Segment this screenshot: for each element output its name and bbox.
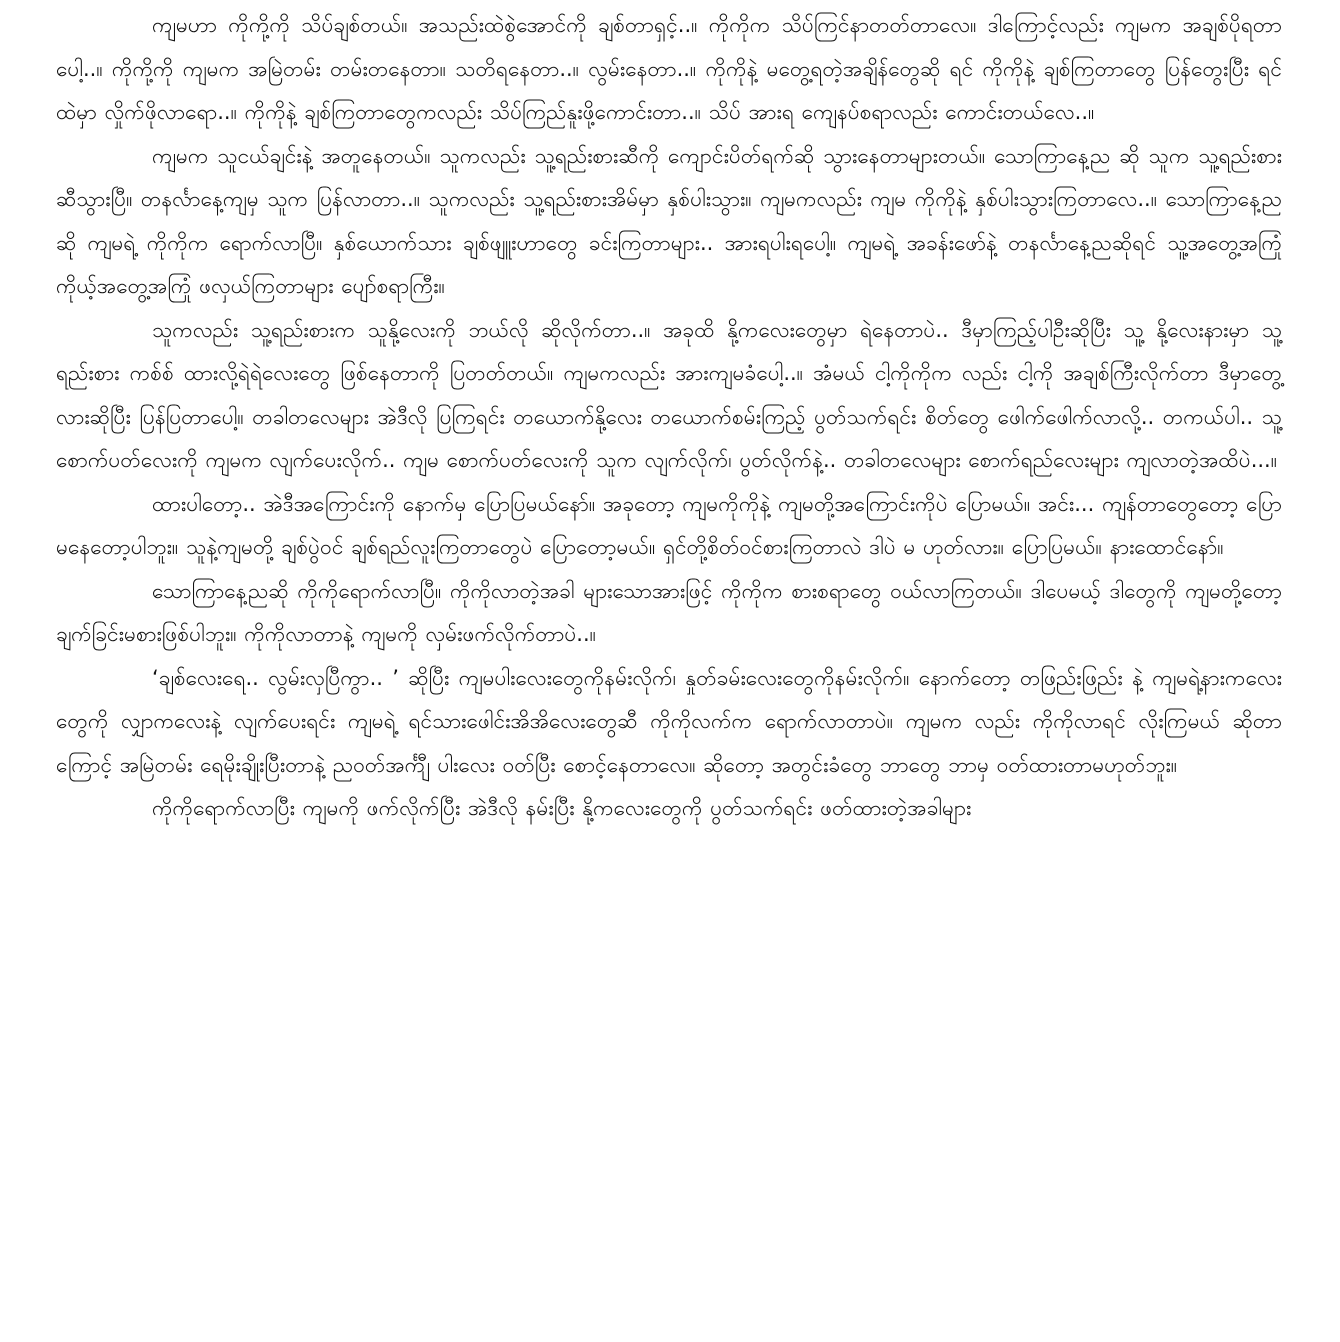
paragraph-6: ‘ချစ်လေးရေ.. လွမ်းလှပြီကွာ.. ’ ဆိုပြီး ကျမပါးလေးတွေကိုနမ်းလိုက်၊ နှုတ်ခမ်းလေးတွေကိုနမ်းလိုက်။ နောက်တော့ တဖြည်းဖြည်း နဲ့ ကျမရဲ့နားကလေးတွေကို လျှာကလေးနဲ့ လျက်ပေးရင်း ကျမရဲ့ ရင်သားဖေါင်းအိအိလေးတွေဆီ ကိုကိုလက်က ရောက်လာတာပဲ။ ကျမက လည်း ကိုကိုလာရင် လိုးကြမယ် ဆိုတာကြောင့် အမြဲတမ်း ရေမိုးချိုးပြီးတာနဲ့ ညဝတ်အင်္ကျီ ပါးလေး ဝတ်ပြီး စောင့်နေတာလေ။ ဆိုတော့ အတွင်းခံတွေ ဘာတွေ ဘာမှ ဝတ်ထားတာမဟုတ်ဘူး။ [56,665,1282,777]
paragraph-5: သောကြာနေ့ညဆို ကိုကိုရောက်လာပြီ။ ကိုကိုလာတဲ့အခါ များသောအားဖြင့် ကိုကိုက စားစရာတွေ ဝယ်လာကြတယ်။ ဒါပေမယ့် ဒါတွေကို ကျမတို့တော့ ချက်ခြင်းမစားဖြစ်ပါဘူး။ ကိုကိုလာတာနဲ့ ကျမကို လှမ်းဖက်လိုက်တာပဲ..။ [56,578,1282,646]
paragraph-2: ကျမက သူငယ်ချင်းနဲ့ အတူနေတယ်။ သူကလည်း သူ့ရည်းစားဆီကို ကျောင်းပိတ်ရက်ဆို သွားနေတာများတယ်။ သောကြာနေ့ည ဆို သူက သူ့ရည်းစားဆီသွားပြီ။ တနင်္လာနေ့ကျမှ သူက ပြန်လာတာ..။ သူကလည်း သူ့ရည်းစားအိမ်မှာ နှစ်ပါးသွား။ ကျမကလည်း ကျမ ကိုကိုနဲ့ နှစ်ပါးသွားကြတာလေ..။ သောကြာနေ့ညဆို ကျမရဲ့ ကိုကိုက ရောက်လာပြီ။ နှစ်ယောက်သား ချစ်ဖျူးဟာတွေ ခင်းကြတာများ.. အားရပါးရပေါ့။ ကျမရဲ့ အခန်းဖော်နဲ့ တနင်္လာနေ့ညဆိုရင် သူ့အတွေ့အကြုံ ကိုယ့်အတွေ့အကြုံ ဖလှယ်ကြတာများ ပျော်စရာကြီး။ [56,143,1282,298]
paragraph-4: ထားပါတော့.. အဲဒီအကြောင်းကို နောက်မှ ပြောပြမယ်နော်။ အခုတော့ ကျမကိုကိုနဲ့ ကျမတို့အကြောင်းကိုပဲ ပြောမယ်။ အင်း... ကျန်တာတွေတော့ ပြောမနေတော့ပါဘူး။ သူနဲ့ကျမတို့ ချစ်ပွဲဝင် ချစ်ရည်လူးကြတာတွေပဲ ပြောတော့မယ်။ ရှင်တို့စိတ်ဝင်စားကြတာလဲ ဒါပဲ မ ဟုတ်လား။ ပြောပြမယ်။ နားထောင်နော်။ [56,491,1282,559]
paragraph-1: ကျမဟာ ကိုကို့ကို သိပ်ချစ်တယ်။ အသည်းထဲစွဲအောင်ကို ချစ်တာရှင့်..။ ကိုကိုက သိပ်ကြင်နာတတ်တာလေ။ ဒါကြောင့်လည်း ကျမက အချစ်ပိုရတာပေါ့..။ ကိုကို့ကို ကျမက အမြဲတမ်း တမ်းတနေတာ။ သတိရနေတာ..။ လွမ်းနေတာ..။ ကိုကိုနဲ့ မတွေ့ရတဲ့အချိန်တွေဆို ရင် ကိုကိုနဲ့ ချစ်ကြတာတွေ ပြန်တွေးပြီး ရင်ထဲမှာ လှိုက်ဖိုလာရော..။ ကိုကိုနဲ့ ချစ်ကြတာတွေကလည်း သိပ်ကြည်နူးဖို့ကောင်းတာ..။ သိပ် အားရ ကျေနပ်စရာလည်း ကောင်းတယ်လေ..။ [56,13,1282,124]
story-text [56,4,1282,831]
paragraph-7: ကိုကိုရောက်လာပြီး ကျမကို ဖက်လိုက်ပြီး အဲဒီလို နမ်းပြီး နို့ကလေးတွေကို ပွတ်သက်ရင်း ဖတ်ထားတဲ့အခါများ [152,796,972,820]
paragraph-3: သူကလည်း သူ့ရည်းစားက သူနို့လေးကို ဘယ်လို ဆိုလိုက်တာ..။ အခုထိ နို့ကလေးတွေမှာ ရဲနေတာပဲ.. ဒီမှာကြည့်ပါဦးဆိုပြီး သူ့ နို့လေးနားမှာ သူ့ရည်းစား ကစ်စ် ထားလို့ရဲရဲလေးတွေ ဖြစ်နေတာကို ပြတတ်တယ်။ ကျမကလည်း အားကျမခံပေါ့..။ အံမယ် ငါ့ကိုကိုက လည်း ငါ့ကို အချစ်ကြီးလိုက်တာ ဒီမှာတွေ့လားဆိုပြီး ပြန်ပြတာပေါ့။ တခါတလေများ အဲဒီလို ပြကြရင်း တယောက်နို့လေး တယောက်စမ်းကြည့် ပွတ်သက်ရင်း စိတ်တွေ ဖေါက်ဖေါက်လာလို့.. တကယ်ပါ.. သူ့စောက်ပတ်လေးကို ကျမက လျက်ပေးလိုက်.. ကျမ စောက်ပတ်လေးကို သူက လျက်လိုက်၊ ပွတ်လိုက်နဲ့.. တခါတလေများ စောက်ရည်လေးများ ကျလာတဲ့အထိပဲ...။ [56,317,1282,472]
